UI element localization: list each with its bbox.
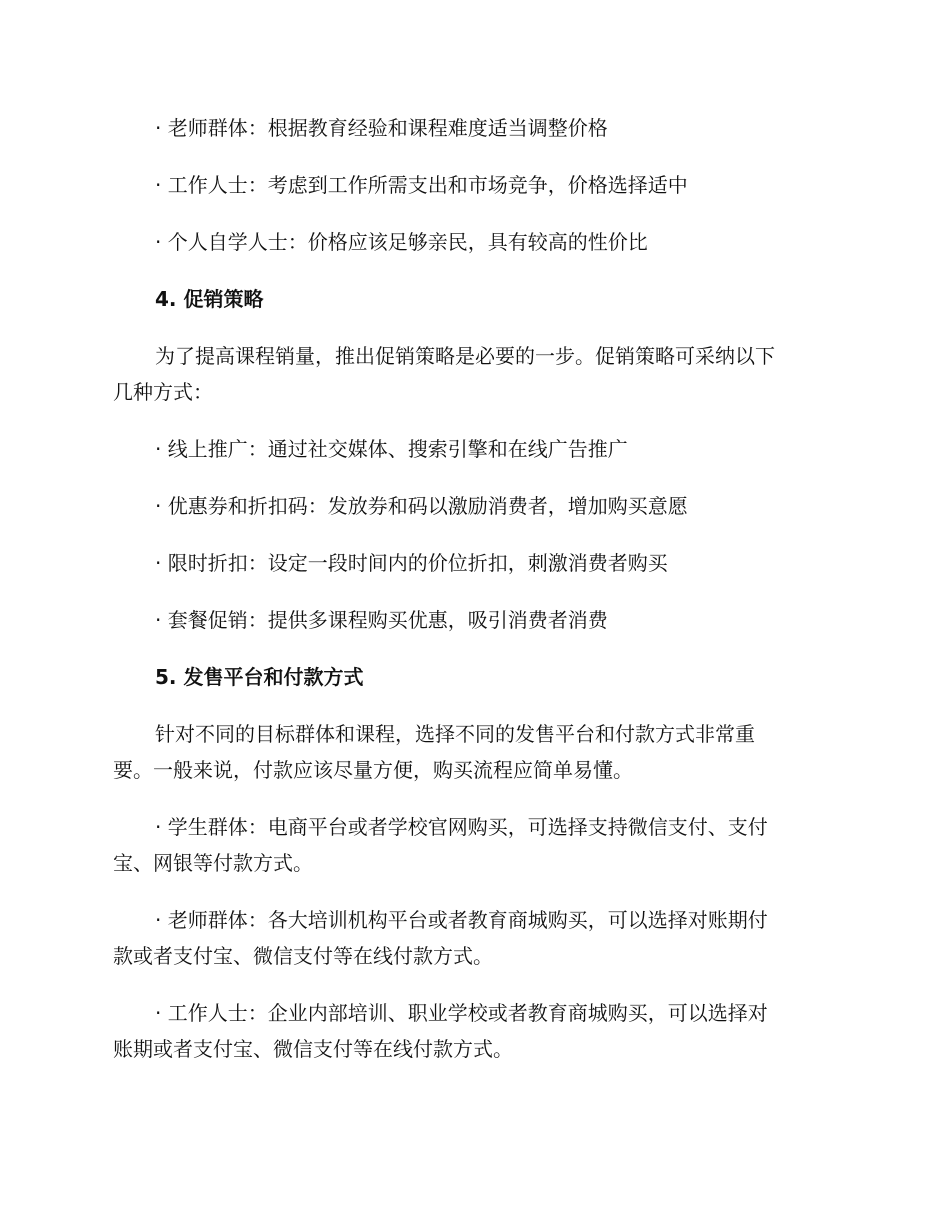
platform-workers xyxy=(113,995,831,1067)
promotion-heading: 4. 促销策略 xyxy=(155,287,264,311)
platform-students-line2: 宝、网银等付款方式。 xyxy=(113,851,313,875)
promotion-item-limited-time: · 限时折扣：设定一段时间内的价位折扣，刺激消费者购买 xyxy=(155,551,668,575)
document-body xyxy=(113,110,833,1088)
platform-teachers-line1: · 老师群体：各大培训机构平台或者教育商城购买，可以选择对账期付 xyxy=(155,908,768,932)
pricing-item-teachers: · 老师群体：根据教育经验和课程难度适当调整价格 xyxy=(155,116,608,140)
platform-teachers xyxy=(113,902,831,974)
promotion-item-coupons: · 优惠券和折扣码：发放券和码以激励消费者，增加购买意愿 xyxy=(155,494,688,518)
platform-students-line1: · 学生群体：电商平台或者学校官网购买，可选择支持微信支付、支付 xyxy=(155,815,768,839)
promotion-intro-line2: 几种方式： xyxy=(113,380,213,404)
platform-intro-line1: 针对不同的目标群体和课程，选择不同的发售平台和付款方式非常重 xyxy=(155,722,755,746)
promotion-intro-line1: 为了提高课程销量，推出促销策略是必要的一步。促销策略可采纳以下 xyxy=(155,344,775,368)
platform-intro xyxy=(113,716,831,788)
promotion-intro xyxy=(113,338,831,410)
pricing-item-workers: · 工作人士：考虑到工作所需支出和市场竞争，价格选择适中 xyxy=(155,173,688,197)
platform-workers-line2: 账期或者支付宝、微信支付等在线付款方式。 xyxy=(113,1037,513,1061)
platform-workers-line1: · 工作人士：企业内部培训、职业学校或者教育商城购买，可以选择对 xyxy=(155,1001,768,1025)
platform-teachers-line2: 款或者支付宝、微信支付等在线付款方式。 xyxy=(113,944,493,968)
pricing-item-self-learners: · 个人自学人士：价格应该足够亲民，具有较高的性价比 xyxy=(155,230,648,254)
platform-heading: 5. 发售平台和付款方式 xyxy=(155,665,364,689)
platform-intro-line2: 要。一般来说，付款应该尽量方便，购买流程应简单易懂。 xyxy=(113,758,633,782)
promotion-item-bundle: · 套餐促销：提供多课程购买优惠，吸引消费者消费 xyxy=(155,608,608,632)
platform-students xyxy=(113,809,831,881)
promotion-item-online: · 线上推广：通过社交媒体、搜索引擎和在线广告推广 xyxy=(155,437,628,461)
